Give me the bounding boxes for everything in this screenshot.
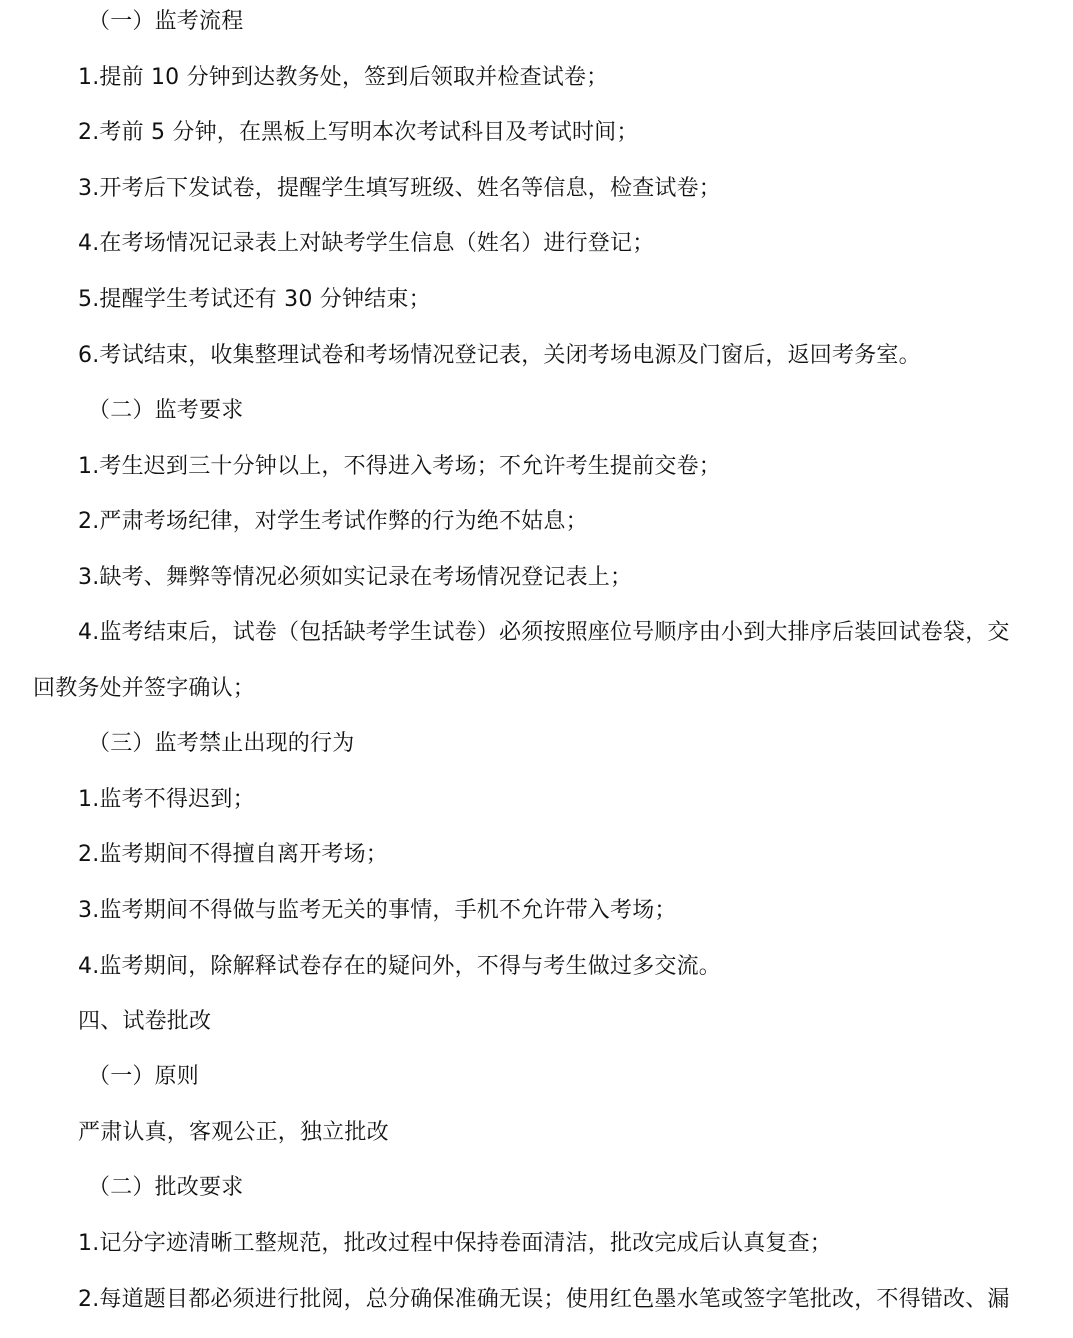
paragraph-line: 1.记分字迹清晰工整规范，批改过程中保持卷面清洁，批改完成后认真复查； bbox=[78, 1231, 832, 1256]
paragraph-line: 4.在考场情况记录表上对缺考学生信息（姓名）进行登记； bbox=[78, 231, 655, 256]
paragraph-line: 5.提醒学生考试还有 30 分钟结束； bbox=[78, 287, 431, 312]
section-heading: （一）原则 bbox=[88, 1064, 200, 1089]
paragraph-line: 2.每道题目都必须进行批阅，总分确保准确无误；使用红色墨水笔或签字笔批改，不得错改、漏 bbox=[78, 1287, 1010, 1312]
paragraph-line: 4.监考结束后，试卷（包括缺考学生试卷）必须按照座位号顺序由小到大排序后装回试卷袋，交 bbox=[78, 620, 1010, 645]
section-heading: （二）批改要求 bbox=[88, 1175, 244, 1200]
section-heading: （一）监考流程 bbox=[88, 9, 244, 34]
paragraph-line: 6.考试结束，收集整理试卷和考场情况登记表，关闭考场电源及门窗后，返回考务室。 bbox=[78, 343, 921, 368]
section-heading: （二）监考要求 bbox=[88, 398, 244, 423]
paragraph-line: 2.监考期间不得擅自离开考场； bbox=[78, 842, 388, 867]
paragraph-line: 1.监考不得迟到； bbox=[78, 787, 255, 812]
paragraph-line: 回教务处并签字确认； bbox=[33, 676, 256, 701]
section-heading: （三）监考禁止出现的行为 bbox=[88, 731, 355, 756]
paragraph-line: 3.开考后下发试卷，提醒学生填写班级、姓名等信息，检查试卷； bbox=[78, 176, 721, 201]
paragraph-line: 1.提前 10 分钟到达教务处，签到后领取并检查试卷； bbox=[78, 65, 609, 90]
paragraph-line: 3.监考期间不得做与监考无关的事情，手机不允许带入考场； bbox=[78, 898, 677, 923]
paragraph-line: 2.严肃考场纪律，对学生考试作弊的行为绝不姑息； bbox=[78, 509, 588, 534]
paragraph-line: 4.监考期间，除解释试卷存在的疑问外，不得与考生做过多交流。 bbox=[78, 954, 721, 979]
paragraph-line: 1.考生迟到三十分钟以上，不得进入考场；不允许考生提前交卷； bbox=[78, 454, 721, 479]
paragraph-line: 3.缺考、舞弊等情况必须如实记录在考场情况登记表上； bbox=[78, 565, 633, 590]
chapter-heading: 四、试卷批改 bbox=[78, 1009, 212, 1034]
paragraph-line: 严肃认真，客观公正，独立批改 bbox=[78, 1120, 389, 1145]
paragraph-line: 2.考前 5 分钟，在黑板上写明本次考试科目及考试时间； bbox=[78, 120, 639, 145]
